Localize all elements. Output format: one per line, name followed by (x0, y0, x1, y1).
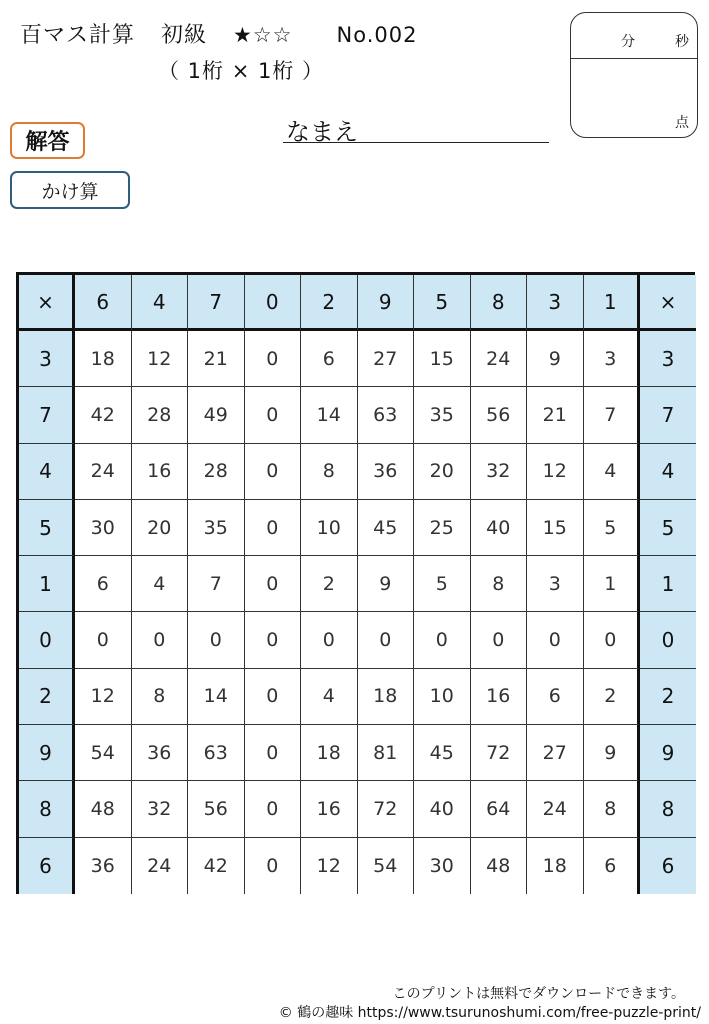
answer-cell: 54 (75, 725, 132, 781)
answer-cell: 16 (471, 669, 528, 725)
answer-cell: 0 (245, 612, 302, 668)
answer-cell: 18 (75, 331, 132, 387)
answer-cell: 10 (301, 500, 358, 556)
answer-cell: 24 (132, 838, 189, 894)
answer-cell: 63 (188, 725, 245, 781)
answer-cell: 9 (527, 331, 584, 387)
answer-cell: 16 (132, 444, 189, 500)
answer-cell: 25 (414, 500, 471, 556)
answer-cell: 27 (358, 331, 415, 387)
row-header: 2 (19, 669, 75, 725)
answer-cell: 8 (471, 556, 528, 612)
answer-cell: 42 (75, 387, 132, 443)
answer-cell: 3 (527, 556, 584, 612)
points-label: 点 (675, 115, 689, 131)
row-header-right: 2 (640, 669, 696, 725)
column-header: 4 (132, 275, 189, 331)
score-box-divider (571, 58, 697, 59)
answer-cell: 28 (132, 387, 189, 443)
answer-cell: 56 (188, 781, 245, 837)
answer-cell: 63 (358, 387, 415, 443)
row-header: 4 (19, 444, 75, 500)
answer-cell: 2 (301, 556, 358, 612)
answer-cell: 18 (358, 669, 415, 725)
answer-cell: 6 (75, 556, 132, 612)
row-header: 1 (19, 556, 75, 612)
answer-cell: 0 (245, 838, 302, 894)
answer-cell: 24 (471, 331, 528, 387)
answer-cell: 0 (245, 669, 302, 725)
row-header: 3 (19, 331, 75, 387)
answer-cell: 6 (584, 838, 641, 894)
name-field[interactable] (283, 110, 549, 146)
answer-cell: 15 (414, 331, 471, 387)
footer-notice: このプリントは無料でダウンロードできます。 (392, 986, 685, 1002)
answer-badge: 解答 (10, 122, 85, 159)
answer-cell: 64 (471, 781, 528, 837)
answer-cell: 5 (584, 500, 641, 556)
answer-cell: 3 (584, 331, 641, 387)
answer-cell: 12 (301, 838, 358, 894)
answer-cell: 21 (527, 387, 584, 443)
answer-cell: 15 (527, 500, 584, 556)
answer-cell: 0 (245, 725, 302, 781)
answer-cell: 56 (471, 387, 528, 443)
answer-cell: 18 (301, 725, 358, 781)
row-header: 5 (19, 500, 75, 556)
answer-cell: 12 (75, 669, 132, 725)
answer-cell: 5 (414, 556, 471, 612)
column-header: 9 (358, 275, 415, 331)
answer-cell: 6 (301, 331, 358, 387)
operation-badge: かけ算 (10, 171, 130, 209)
answer-cell: 24 (75, 444, 132, 500)
row-header-right: 1 (640, 556, 696, 612)
answer-cell: 0 (188, 612, 245, 668)
row-header: 9 (19, 725, 75, 781)
answer-cell: 36 (75, 838, 132, 894)
answer-cell: 49 (188, 387, 245, 443)
row-header: 0 (19, 612, 75, 668)
answer-cell: 28 (188, 444, 245, 500)
answer-cell: 18 (527, 838, 584, 894)
answer-cell: 2 (584, 669, 641, 725)
corner-symbol-left: × (19, 275, 75, 331)
answer-cell: 10 (414, 669, 471, 725)
answer-cell: 9 (358, 556, 415, 612)
name-label: なまえ (286, 118, 358, 146)
answer-cell: 30 (75, 500, 132, 556)
hundred-square-grid (16, 272, 695, 894)
answer-cell: 0 (527, 612, 584, 668)
row-header-right: 7 (640, 387, 696, 443)
answer-cell: 14 (188, 669, 245, 725)
answer-cell: 0 (245, 331, 302, 387)
answer-cell: 0 (245, 781, 302, 837)
answer-cell: 8 (132, 669, 189, 725)
minutes-label: 分 (621, 34, 635, 50)
answer-cell: 7 (188, 556, 245, 612)
answer-cell: 48 (75, 781, 132, 837)
answer-cell: 40 (414, 781, 471, 837)
answer-cell: 0 (245, 556, 302, 612)
answer-cell: 0 (358, 612, 415, 668)
answer-cell: 20 (132, 500, 189, 556)
answer-cell: 0 (245, 387, 302, 443)
row-header-right: 9 (640, 725, 696, 781)
answer-cell: 35 (188, 500, 245, 556)
answer-cell: 14 (301, 387, 358, 443)
answer-cell: 0 (245, 444, 302, 500)
row-header-right: 0 (640, 612, 696, 668)
answer-cell: 4 (584, 444, 641, 500)
answer-cell: 4 (301, 669, 358, 725)
difficulty-level: 初級 (161, 23, 208, 48)
answer-cell: 9 (584, 725, 641, 781)
row-header: 8 (19, 781, 75, 837)
column-header: 7 (188, 275, 245, 331)
answer-cell: 1 (584, 556, 641, 612)
column-header: 8 (471, 275, 528, 331)
answer-cell: 20 (414, 444, 471, 500)
answer-cell: 54 (358, 838, 415, 894)
row-header-right: 3 (640, 331, 696, 387)
answer-cell: 8 (301, 444, 358, 500)
answer-cell: 24 (527, 781, 584, 837)
column-header: 0 (245, 275, 302, 331)
answer-cell: 7 (584, 387, 641, 443)
answer-cell: 42 (188, 838, 245, 894)
answer-cell: 40 (471, 500, 528, 556)
row-header: 7 (19, 387, 75, 443)
answer-cell: 36 (358, 444, 415, 500)
answer-cell: 6 (527, 669, 584, 725)
worksheet-title: 百マス計算 (20, 23, 136, 48)
row-header-right: 8 (640, 781, 696, 837)
answer-cell: 0 (245, 500, 302, 556)
row-header: 6 (19, 838, 75, 894)
answer-cell: 0 (132, 612, 189, 668)
row-header-right: 4 (640, 444, 696, 500)
column-header: 1 (584, 275, 641, 331)
answer-cell: 72 (471, 725, 528, 781)
footer-credit: © 鶴の趣味 https://www.tsurunoshumi.com/free-puzzle-print/ (278, 1005, 701, 1021)
corner-symbol-right: × (640, 275, 696, 331)
answer-cell: 36 (132, 725, 189, 781)
worksheet-title-line (20, 18, 443, 49)
answer-cell: 45 (414, 725, 471, 781)
answer-cell: 12 (527, 444, 584, 500)
seconds-label: 秒 (675, 34, 689, 50)
column-header: 5 (414, 275, 471, 331)
answer-cell: 32 (471, 444, 528, 500)
answer-cell: 72 (358, 781, 415, 837)
column-header: 3 (527, 275, 584, 331)
column-header: 6 (75, 275, 132, 331)
answer-cell: 0 (301, 612, 358, 668)
answer-cell: 16 (301, 781, 358, 837)
row-header-right: 5 (640, 500, 696, 556)
answer-cell: 21 (188, 331, 245, 387)
answer-cell: 30 (414, 838, 471, 894)
row-header-right: 6 (640, 838, 696, 894)
problem-number: No.002 (336, 23, 418, 47)
answer-cell: 35 (414, 387, 471, 443)
answer-cell: 0 (584, 612, 641, 668)
score-box (570, 12, 698, 138)
answer-cell: 27 (527, 725, 584, 781)
column-header: 2 (301, 275, 358, 331)
answer-cell: 0 (471, 612, 528, 668)
answer-cell: 81 (358, 725, 415, 781)
difficulty-stars: ★☆☆ (233, 23, 293, 47)
answer-cell: 12 (132, 331, 189, 387)
answer-cell: 32 (132, 781, 189, 837)
answer-cell: 4 (132, 556, 189, 612)
answer-cell: 0 (75, 612, 132, 668)
digit-subtitle: （ 1桁 × 1桁 ） (158, 59, 325, 83)
answer-cell: 48 (471, 838, 528, 894)
answer-cell: 8 (584, 781, 641, 837)
answer-cell: 45 (358, 500, 415, 556)
answer-cell: 0 (414, 612, 471, 668)
